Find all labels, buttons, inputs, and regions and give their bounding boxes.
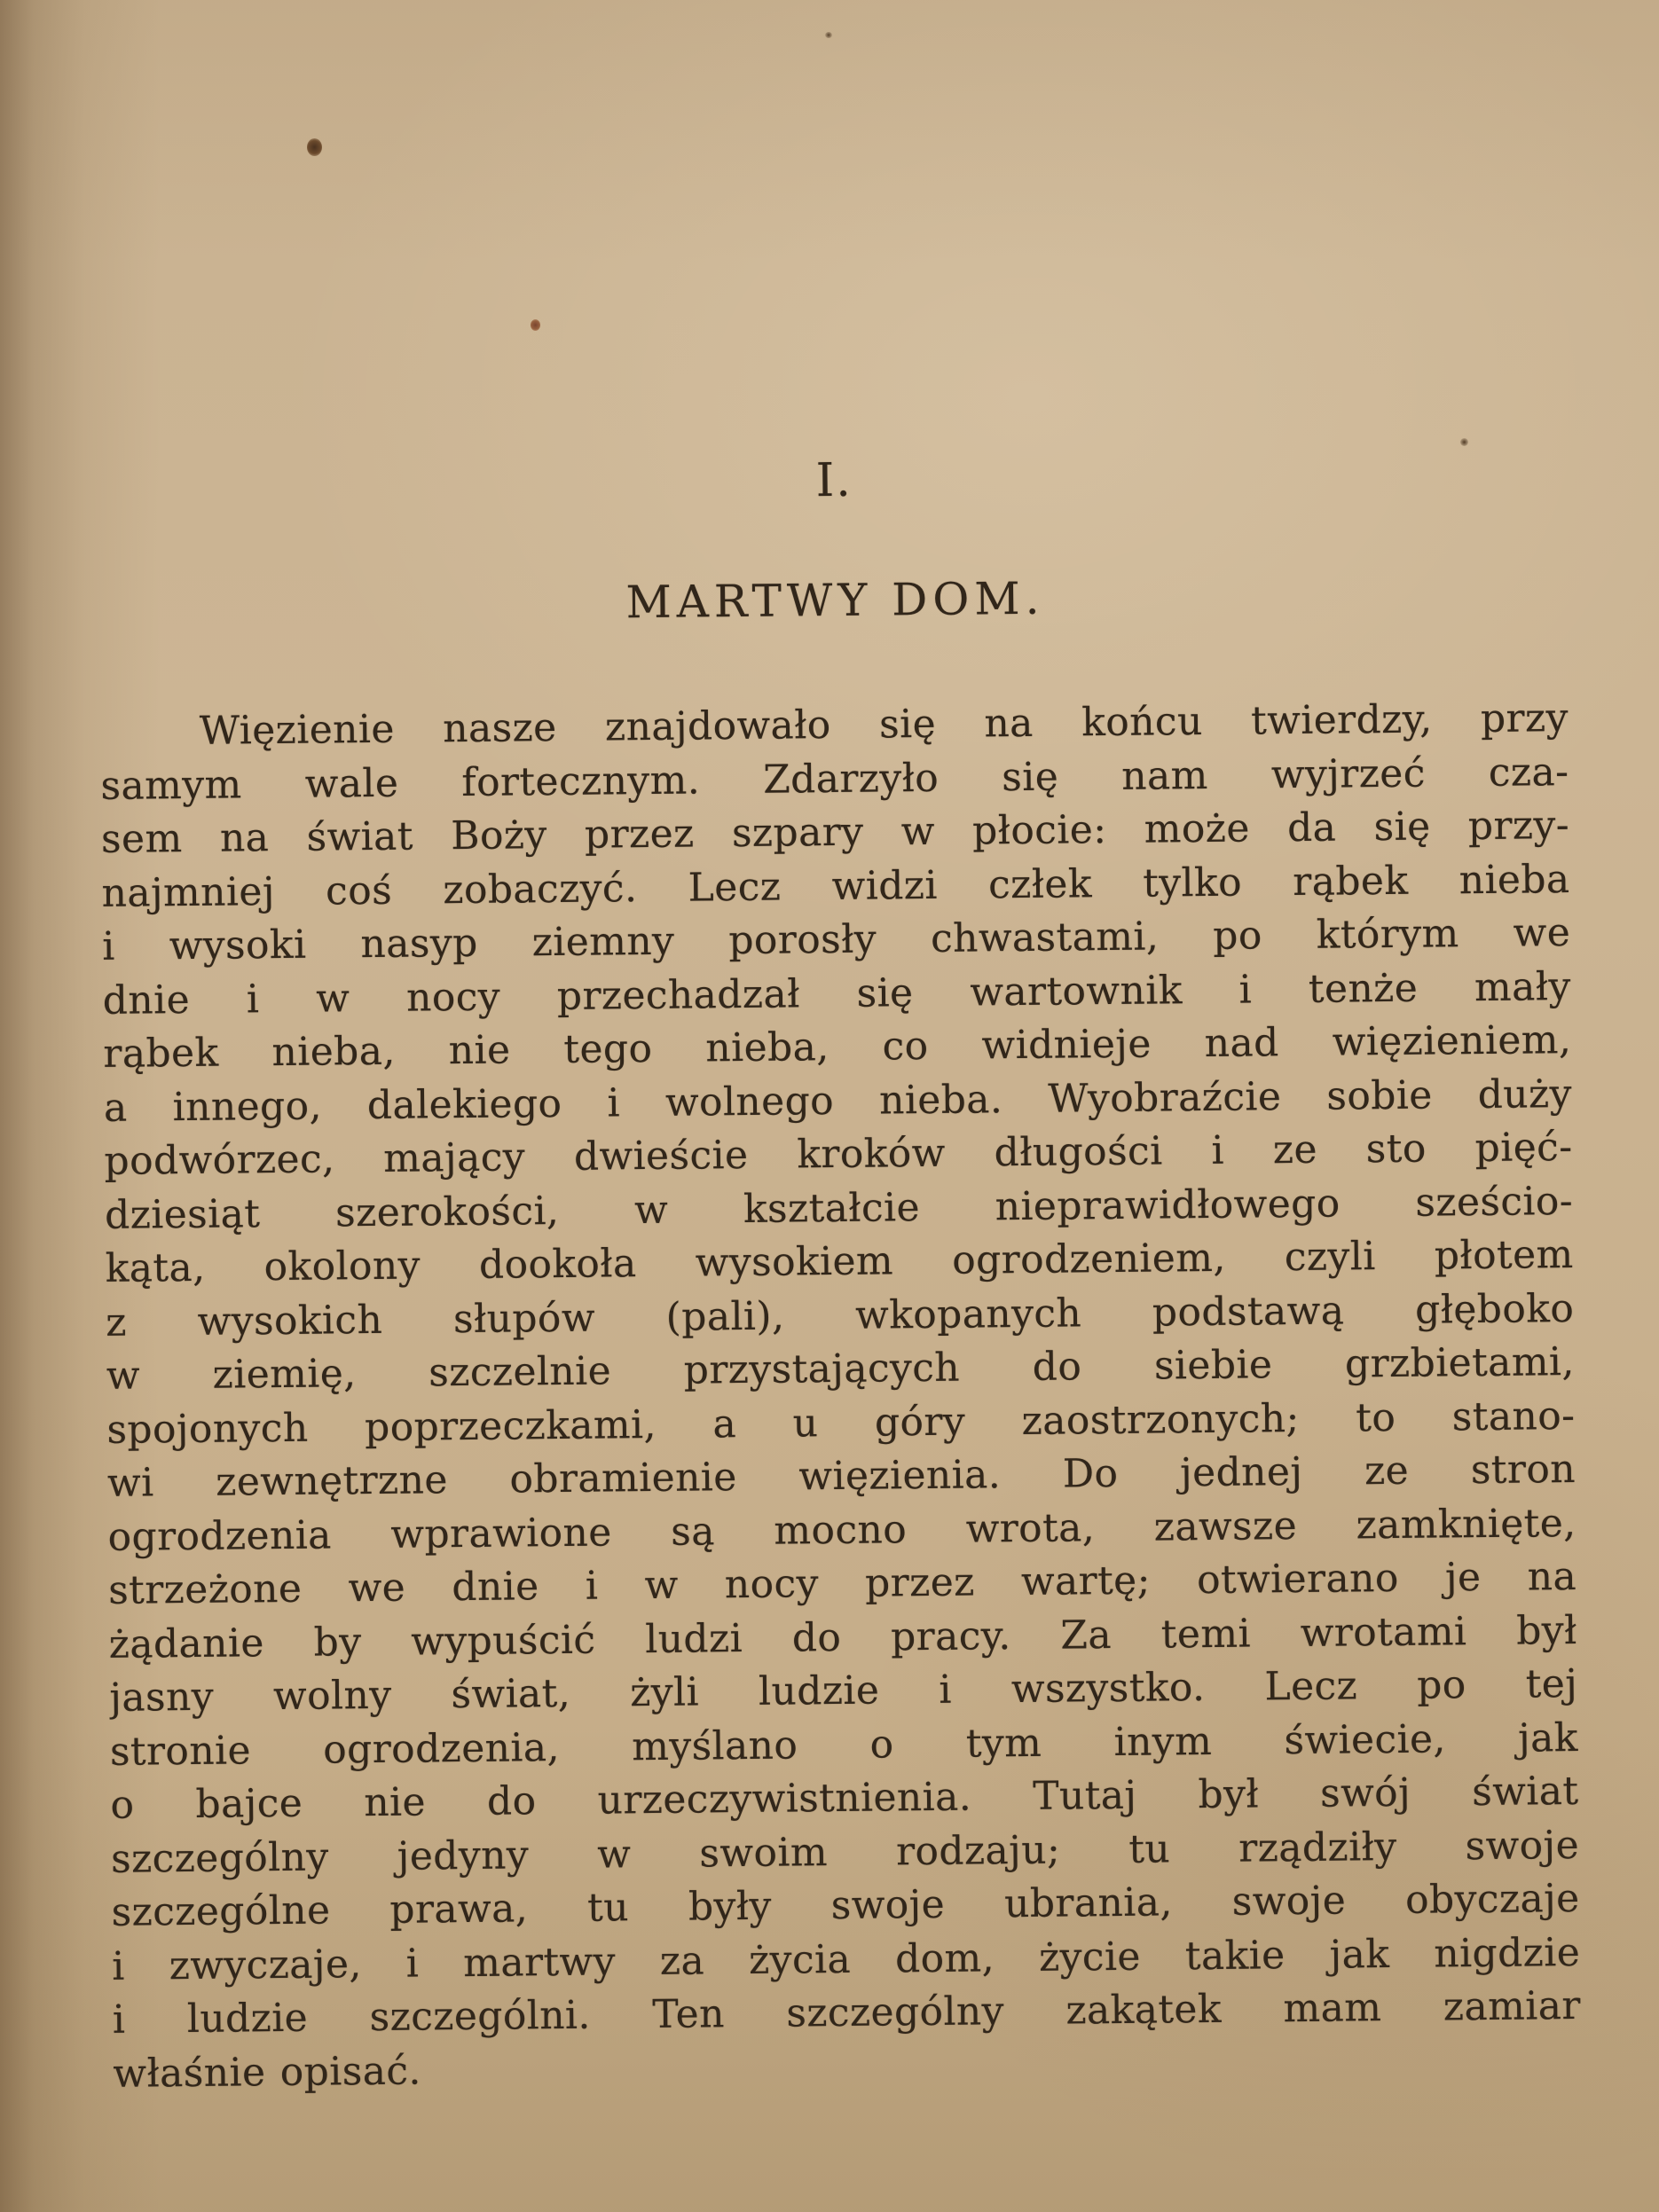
text-line: samym wale fortecznym. Zdarzyło się nam wyjrzeć cza-	[100, 749, 1569, 809]
text-line: sem na świat Boży przez szpary w płocie: może da się przy-	[100, 803, 1570, 862]
text-line: i wysoki nasyp ziemny porosły chwastami, po którym we	[101, 910, 1571, 969]
text-line: dziesiąt szerokości, w kształcie nieprawidłowego sześcio-	[104, 1178, 1574, 1238]
text-line: stronie ogrodzenia, myślano o tym inym świecie, jak	[109, 1714, 1579, 1775]
paper-stain	[531, 319, 540, 331]
text-line: jasny wolny świat, żyli ludzie i wszystko. Lecz po tej	[109, 1660, 1578, 1721]
text-line: w ziemię, szczelnie przystających do siebie grzbietami,	[106, 1339, 1576, 1399]
text-line: właśnie opisać.	[113, 2048, 421, 2097]
paper-stain	[307, 138, 322, 156]
text-line: spojonych poprzeczkami, a u góry zaostrzonych; to stano-	[106, 1392, 1576, 1453]
paper-stain	[825, 32, 832, 38]
text-line: strzeżone we dnie i w nocy przez wartę; otwierano je na	[107, 1553, 1577, 1613]
text-line: z wysokich słupów (pali), wkopanych podstawą głęboko	[106, 1285, 1575, 1345]
text-line: dnie i w nocy przechadzał się wartownik i tenże mały	[102, 963, 1571, 1024]
text-line: najmniej coś zobaczyć. Lecz widzi człek tylko rąbek nieba	[101, 856, 1570, 916]
paper-stain	[1151, 429, 1156, 435]
paper-stain	[1460, 438, 1468, 446]
text-line: o bajce nie do urzeczywistnienia. Tutaj był swój świat	[110, 1768, 1579, 1828]
text-line: Więzienie nasze znajdowało się na końcu twierdzy, przy	[199, 695, 1569, 754]
text-line: podwórzec, mający dwieście kroków długości i ze sto pięć-	[104, 1125, 1573, 1184]
text-line: wi zewnętrzne obramienie więzienia. Do jednej ze stron	[106, 1447, 1576, 1506]
text-line: szczególny jedyny w swoim rodzaju; tu rządziły swoje	[110, 1822, 1580, 1882]
chapter-title: MARTWY DOM.	[625, 572, 1045, 629]
text-line: kąta, okolony dookoła wysokiem ogrodzeniem, czyli płotem	[105, 1232, 1574, 1291]
chapter-number: I.	[815, 453, 853, 508]
text-line: żądanie by wypuścić ludzi do pracy. Za temi wrotami był	[108, 1607, 1577, 1667]
text-line: szczególne prawa, tu były swoje ubrania, swoje obyczaje	[111, 1875, 1580, 1935]
text-line: i ludzie szczególni. Ten szczególny zakątek mam zamiar	[112, 1982, 1581, 2043]
body-paragraph	[100, 692, 1582, 2101]
text-line: rąbek nieba, nie tego nieba, co widnieje nad więzieniem,	[103, 1017, 1572, 1077]
text-line: a innego, dalekiego i wolnego nieba. Wyobraźcie sobie duży	[103, 1071, 1573, 1131]
text-line: i zwyczaje, i martwy za życia dom, życie takie jak nigdzie	[111, 1929, 1581, 1989]
text-line: ogrodzenia wprawione są mocno wrota, zawsze zamknięte,	[107, 1500, 1576, 1560]
